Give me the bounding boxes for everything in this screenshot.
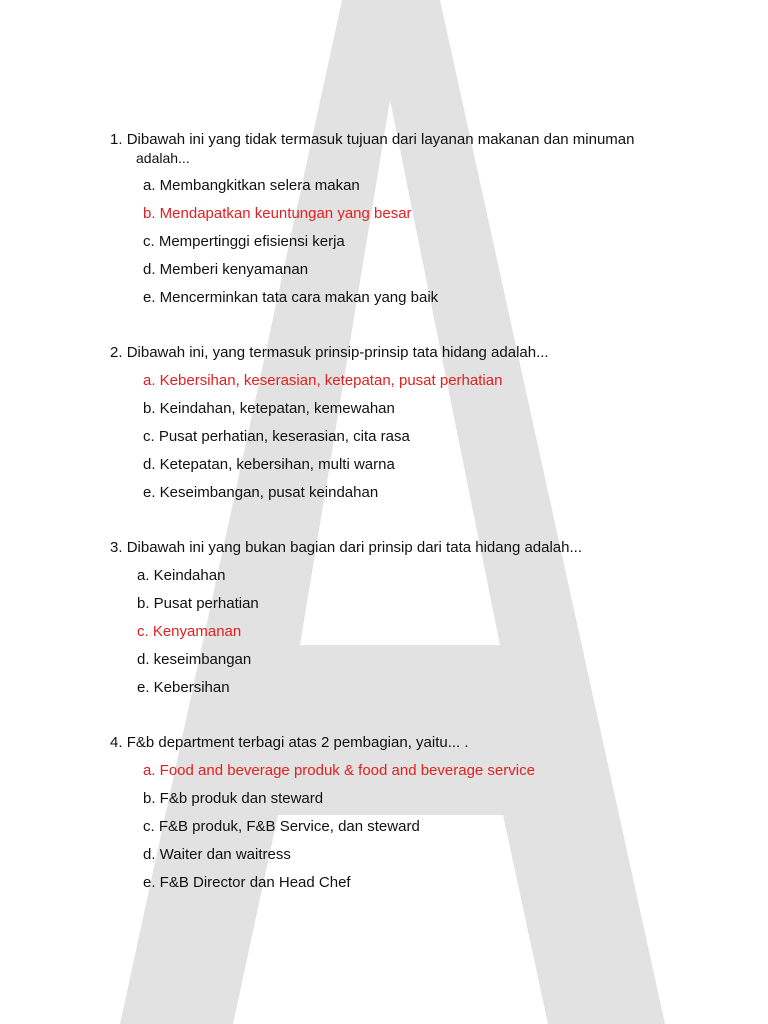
- option-1d: d. Memberi kenyamanan: [143, 261, 309, 278]
- option-3c-correct: c. Kenyamanan: [137, 623, 242, 640]
- question-text: Dibawah ini yang tidak termasuk tujuan dari layanan makanan dan minuman: [126, 131, 635, 148]
- question-number: 3.: [110, 539, 123, 556]
- option-4e: e. F&B Director dan Head Chef: [143, 874, 351, 891]
- question-4: [110, 734, 469, 752]
- question-text: F&b department terbagi atas 2 pembagian, yaitu... .: [126, 734, 469, 751]
- option-2a-correct: a. Kebersihan, keserasian, ketepatan, pusat perhatian: [143, 372, 503, 389]
- option-3a: a. Keindahan: [137, 567, 226, 584]
- option-4c: c. F&B produk, F&B Service, dan steward: [143, 818, 420, 835]
- option-4a-correct: a. Food and beverage produk & food and beverage service: [143, 762, 535, 779]
- option-4b: b. F&b produk dan steward: [143, 790, 324, 807]
- option-3d: d. keseimbangan: [137, 651, 252, 668]
- question-number: 2.: [110, 344, 123, 361]
- option-2b: b. Keindahan, ketepatan, kemewahan: [143, 400, 395, 417]
- option-1c: c. Mempertinggi efisiensi kerja: [143, 233, 345, 250]
- option-4d: d. Waiter dan waitress: [143, 846, 291, 863]
- question-number: 1.: [110, 131, 123, 148]
- question-2: [110, 344, 549, 362]
- option-2c: c. Pusat perhatian, keserasian, cita rasa: [143, 428, 410, 445]
- option-1b-correct: b. Mendapatkan keuntungan yang besar: [143, 205, 412, 222]
- question-text: Dibawah ini yang bukan bagian dari prinsip dari tata hidang adalah...: [126, 539, 582, 556]
- option-1a: a. Membangkitkan selera makan: [143, 177, 360, 194]
- option-2e: e. Keseimbangan, pusat keindahan: [143, 484, 379, 501]
- option-2d: d. Ketepatan, kebersihan, multi warna: [143, 456, 395, 473]
- question-3: [110, 539, 582, 557]
- option-1e: e. Mencerminkan tata cara makan yang baik: [143, 289, 439, 306]
- option-3e: e. Kebersihan: [137, 679, 230, 696]
- question-text-continued: adalah...: [136, 150, 190, 166]
- question-number: 4.: [110, 734, 123, 751]
- option-3b: b. Pusat perhatian: [137, 595, 259, 612]
- question-1: [110, 131, 634, 167]
- question-text: Dibawah ini, yang termasuk prinsip-prinsip tata hidang adalah...: [126, 344, 549, 361]
